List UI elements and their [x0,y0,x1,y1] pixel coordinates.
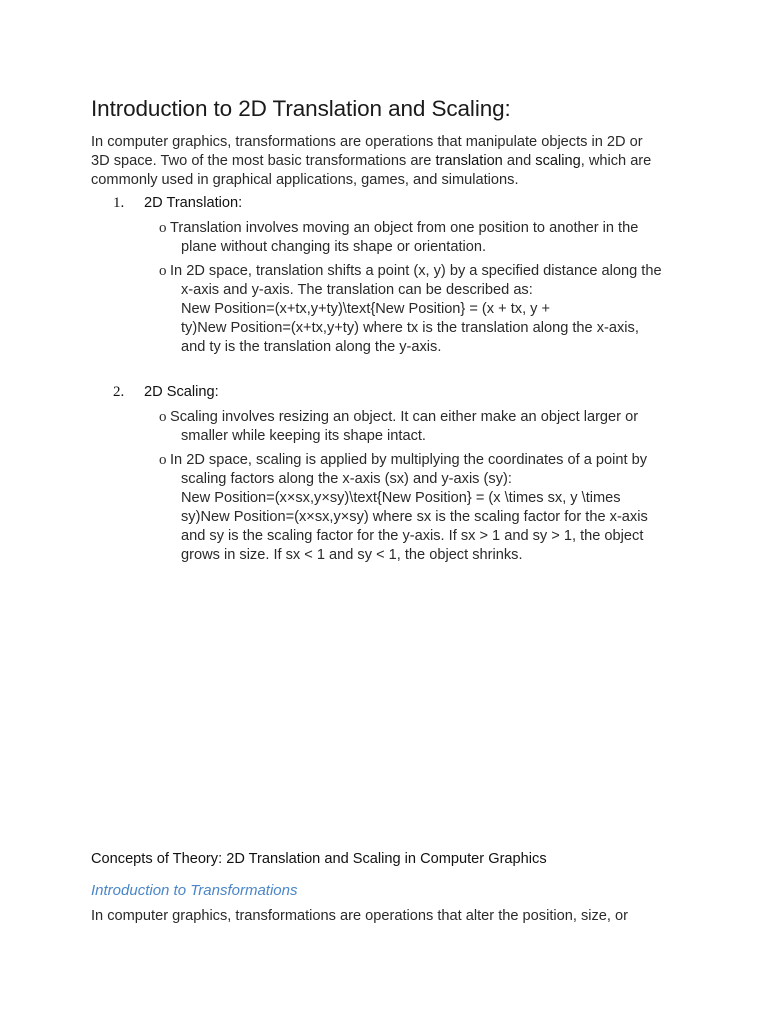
intro-line-2-start: 3D space. Two of the most basic transformations are [91,153,436,169]
section-title: 2D Translation: [144,195,243,211]
bullet-line: scaling factors along the x-axis (sx) and y-axis (sy): [181,471,512,487]
bullet-line: In 2D space, scaling is applied by multiplying the coordinates of a point by [170,452,648,468]
intro-line-1: In computer graphics, transformations are operations that manipulate objects in 2D or [91,134,643,150]
bullet-line: grows in size. If sx < 1 and sy < 1, the object shrinks. [181,547,523,563]
section-heading-translation [113,195,242,212]
bullet-line: sy)New Position=(x×sx,y×sy) where sx is the scaling factor for the x-axis [181,509,648,525]
section-heading-scaling [113,384,219,401]
bullet-line: New Position=(x×sx,y×sy)\text{New Position} = (x \times sx, y \times [181,490,621,506]
bullet-line: Scaling involves resizing an object. It can either make an object larger or [170,409,639,425]
term-scaling: scaling [535,153,581,169]
subheading-introduction-to-transformations: Introduction to Transformations [91,882,298,899]
section-number: 1. [113,195,125,211]
bullet-scaling-formula [159,451,689,565]
section-number: 2. [113,384,125,400]
intro-paragraph [91,133,691,190]
bullet-scaling-definition [159,408,689,446]
bullet-translation-formula [159,262,689,357]
bullet-line: and sy is the scaling factor for the y-axis. If sx > 1 and sy > 1, the object [181,528,644,544]
body-text-line: In computer graphics, transformations are operations that alter the position, size, or [91,908,628,924]
bullet-marker: o [159,409,167,425]
bullet-marker: o [159,452,167,468]
bullet-translation-definition [159,219,689,257]
page-title: Introduction to 2D Translation and Scaling: [91,96,511,121]
bullet-line: and ty is the translation along the y-axis. [181,339,442,355]
section-title: 2D Scaling: [144,384,219,400]
bullet-marker: o [159,220,167,236]
bullet-line: plane without changing its shape or orientation. [181,239,487,255]
term-translation: translation [435,153,503,169]
bullet-line: x-axis and y-axis. The translation can be described as: [181,282,533,298]
bullet-line: In 2D space, translation shifts a point (x, y) by a specified distance along the [170,263,662,279]
intro-line-3: commonly used in graphical applications, games, and simulations. [91,172,519,188]
bullet-line: New Position=(x+tx,y+ty)\text{New Position} = (x + tx, y + [181,301,551,317]
bullet-line: Translation involves moving an object from one position to another in the [170,220,639,236]
bullet-line: ty)New Position=(x+tx,y+ty) where tx is the translation along the x-axis, [181,320,639,336]
intro-line-2-end: , which are [580,153,652,169]
bullet-line: smaller while keeping its shape intact. [181,428,426,444]
intro-line-2-and: and [502,153,536,169]
bullet-marker: o [159,263,167,279]
intro-line-2 [91,152,691,171]
concepts-heading: Concepts of Theory: 2D Translation and Scaling in Computer Graphics [91,851,547,867]
